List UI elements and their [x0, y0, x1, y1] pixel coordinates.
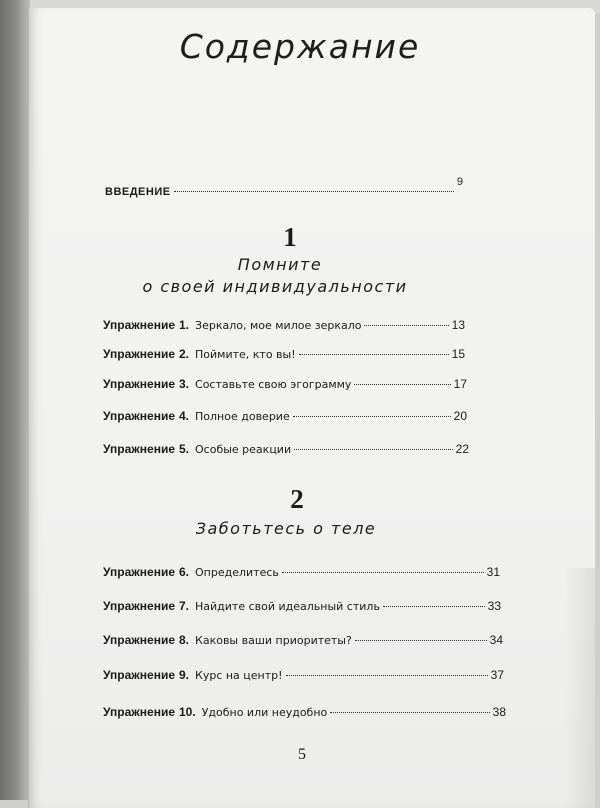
toc-row	[103, 599, 501, 613]
chapter-1-number: 1	[283, 222, 297, 252]
toc-title: Удобно или неудобно	[201, 706, 328, 719]
toc-label: Упражнение	[103, 442, 175, 456]
toc-page: 31	[486, 565, 500, 579]
chapter-1-title-line2: о своей индивидуальности	[142, 277, 408, 296]
toc-title: Особые реакции	[195, 443, 292, 456]
toc-page: 34	[489, 633, 503, 647]
toc-page: 17	[453, 377, 467, 391]
toc-leader-dots	[299, 354, 449, 355]
toc-label: Упражнение	[103, 705, 175, 719]
toc-leader-dots	[354, 384, 450, 385]
toc-title: Найдите свой идеальный стиль	[195, 600, 380, 613]
toc-row	[103, 347, 465, 361]
toc-number: 5.	[179, 442, 190, 456]
toc-page: 20	[453, 409, 467, 423]
toc-number: 1.	[179, 318, 190, 332]
toc-number: 10.	[179, 705, 196, 719]
toc-page: 38	[492, 705, 506, 719]
toc-label: Упражнение	[103, 409, 175, 423]
book-spine-edge	[0, 0, 30, 800]
toc-label: Упражнение	[103, 347, 175, 361]
toc-intro-page: 9	[456, 176, 463, 188]
toc-page: 22	[455, 442, 469, 456]
toc-page: 15	[451, 347, 465, 361]
toc-number: 3.	[179, 377, 190, 391]
toc-number: 2.	[179, 347, 190, 361]
toc-number: 4.	[179, 409, 190, 423]
toc-leader-dots	[282, 572, 484, 573]
toc-label: Упражнение	[103, 633, 175, 647]
toc-number: 8.	[179, 633, 190, 647]
chapter-2-title: Заботьтесь о теле	[195, 519, 377, 538]
toc-row	[103, 442, 469, 456]
toc-title: Каковы ваши приоритеты?	[195, 634, 352, 647]
toc-leader-dots	[286, 675, 488, 676]
toc-title: Составьте свою эгограмму	[195, 378, 352, 391]
toc-title: Курс на центр!	[195, 669, 283, 682]
toc-number: 6.	[179, 565, 190, 579]
toc-page: 13	[451, 318, 465, 332]
toc-label: Упражнение	[103, 668, 175, 682]
toc-leader-dots	[355, 640, 487, 641]
toc-leader-dots	[330, 712, 489, 713]
toc-title: Поймите, кто вы!	[195, 348, 296, 361]
toc-intro-row	[105, 176, 463, 198]
toc-leader-dots	[364, 325, 448, 326]
toc-leader-dots	[294, 449, 453, 450]
toc-leader-dots	[383, 606, 485, 607]
toc-page: 37	[490, 668, 504, 682]
toc-row	[103, 318, 465, 332]
toc-row	[103, 377, 467, 391]
page-title: Содержание	[179, 27, 421, 66]
toc-title: Полное доверие	[195, 410, 290, 423]
book-page	[28, 8, 595, 808]
toc-leader-dots	[293, 416, 451, 417]
toc-row	[103, 705, 506, 719]
toc-row	[103, 565, 500, 579]
chapter-1-title-line1: Помните	[237, 255, 323, 274]
toc-label: Упражнение	[103, 318, 175, 332]
toc-intro-label: ВВЕДЕНИЕ	[105, 186, 171, 198]
toc-row	[103, 633, 503, 647]
toc-leader-dots	[174, 191, 454, 192]
toc-label: Упражнение	[103, 377, 175, 391]
toc-label: Упражнение	[103, 599, 175, 613]
toc-row	[103, 668, 504, 682]
toc-title: Зеркало, мое милое зеркало	[195, 319, 362, 332]
toc-row	[103, 409, 467, 423]
chapter-2-number: 2	[290, 484, 304, 514]
toc-label: Упражнение	[103, 565, 175, 579]
page-number: 5	[298, 746, 306, 763]
page-curl-shadow	[565, 568, 595, 808]
toc-number: 9.	[179, 668, 190, 682]
toc-number: 7.	[179, 599, 190, 613]
toc-title: Определитесь	[195, 566, 279, 579]
toc-page: 33	[487, 599, 501, 613]
